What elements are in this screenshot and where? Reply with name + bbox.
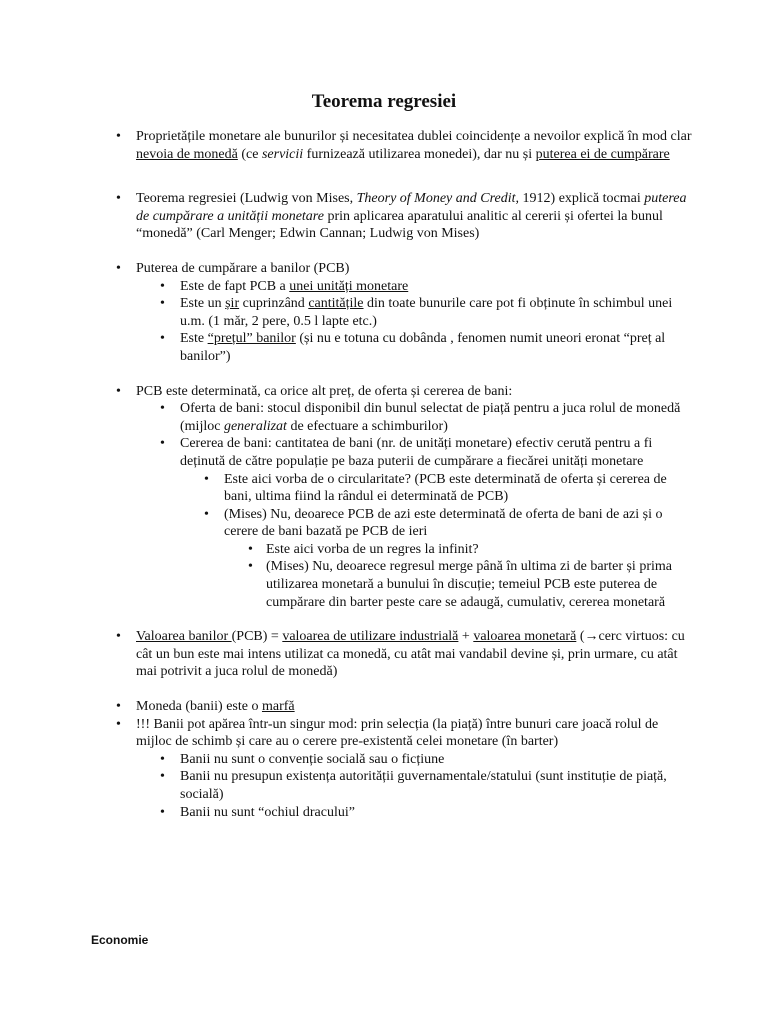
list-item bbox=[156, 400, 692, 435]
list-item bbox=[156, 751, 692, 769]
underlined-text: puterea ei de cumpărare bbox=[535, 146, 670, 162]
document-body bbox=[112, 128, 692, 821]
footer-label: Economie bbox=[91, 933, 149, 947]
italic-text: generalizat bbox=[223, 418, 287, 434]
text-run: (Mises) Nu, deoarece regresul merge până în ultima zi de barter și prima utilizarea monetară a bunului în discuție; temeiul PCB este puterea de cumpărare din barter peste care se adaugă, cumulativ, cererea monetară bbox=[266, 559, 672, 610]
list-item bbox=[156, 768, 692, 803]
text-run: Este de fapt PCB a bbox=[180, 278, 290, 294]
text-run: Moneda (banii) este o bbox=[136, 699, 262, 715]
text-run: (Mises) Nu, deoarece PCB de azi este determinată de oferta de bani de azi și o cerere de bani bazată pe PCB de ieri bbox=[224, 506, 663, 540]
text-run: Banii nu presupun existența autorității guvernamentale/statului (sunt instituție de piață, socială) bbox=[180, 769, 667, 802]
underlined-text: Valoarea banilor bbox=[136, 629, 232, 645]
text-run: cerc virtuos: cu cât un bun este mai intens utilizat ca monedă, cu atât mai vandabil devine și, prin urmare, cu atât mai potrivit a juca rolul de monedă) bbox=[136, 629, 685, 680]
text-run: ( bbox=[576, 629, 585, 645]
sub-list bbox=[224, 541, 692, 611]
text-run: (PCB) = bbox=[231, 629, 283, 645]
text-run: Puterea de cumpărare a banilor (PCB) bbox=[136, 260, 350, 276]
text-run: Teorema regresiei (Ludwig von Mises, bbox=[136, 191, 357, 207]
underlined-text: valoarea monetară bbox=[473, 629, 577, 645]
text-run: Banii nu sunt “ochiul dracului” bbox=[180, 804, 355, 820]
list-item bbox=[112, 716, 692, 822]
text-run: !!! Banii pot apărea într-un singur mod: prin selecția (la piață) între bunuri care joacă rolul de mijloc de schimb și care au o cerere pre-existentă celei monetare (în barter) bbox=[136, 716, 659, 750]
text-run: 1912) explică tocmai bbox=[519, 191, 645, 207]
text-run: Banii nu sunt o convenție socială sau o ficțiune bbox=[180, 751, 445, 767]
text-run: PCB este determinată, ca orice alt preț, de oferta și cererea de bani: bbox=[136, 383, 513, 399]
text-run: Este bbox=[180, 331, 208, 347]
italic-text: puterea de cumpărare a unității monetare bbox=[136, 191, 687, 224]
list-item bbox=[244, 541, 692, 559]
text-run: de efectuare a schimburilor) bbox=[286, 418, 448, 434]
underlined-text: șir bbox=[225, 296, 240, 312]
list-item bbox=[156, 804, 692, 822]
list-item bbox=[156, 295, 692, 330]
list-item bbox=[200, 471, 692, 506]
text-run: Este aici vorba de un regres la infinit? bbox=[266, 541, 479, 557]
list-item bbox=[112, 698, 692, 716]
text-run: + bbox=[458, 629, 474, 645]
list-item bbox=[200, 506, 692, 612]
text-run: Cererea de bani: cantitatea de bani (nr. de unități monetare) efectiv cerută pentru a fi deținută de către populație pe baza puterii de cumpărare a fiecărei unități monetare bbox=[180, 436, 653, 469]
arrow-right-icon: → bbox=[584, 629, 599, 645]
sub-list bbox=[180, 471, 692, 612]
text-run: Oferta de bani: stocul disponibil din bunul selectat de piață pentru a juca rolul de monedă (mijloc bbox=[180, 401, 681, 434]
underlined-text: “prețul” banilor bbox=[207, 331, 296, 347]
text-run: din toate bunurile care pot fi obținute în schimbul unei u.m. (1 măr, 2 pere, 0.5 l lapte etc.) bbox=[180, 296, 673, 329]
main-list bbox=[112, 128, 692, 821]
list-item bbox=[112, 628, 692, 681]
list-item bbox=[112, 260, 692, 366]
text-run: (ce bbox=[237, 146, 262, 162]
italic-text: Theory of Money and Credit, bbox=[356, 191, 520, 207]
italic-text: servicii bbox=[261, 146, 304, 162]
list-item bbox=[156, 435, 692, 611]
list-item bbox=[156, 278, 692, 296]
underlined-text: valoarea de utilizare industrială bbox=[282, 629, 459, 645]
text-run: (și nu e totuna cu dobânda , fenomen numit uneori eronat “preț al banilor”) bbox=[180, 331, 666, 364]
text-run: Proprietățile monetare ale bunurilor și necesitatea dublei coincidențe a nevoilor explică în mod clar bbox=[136, 129, 692, 144]
page-title: Teorema regresiei bbox=[311, 91, 457, 112]
sub-list bbox=[136, 278, 692, 366]
text-run: Este aici vorba de o circularitate? (PCB este determinată de oferta și cererea de bani, ultima fiind la rândul ei determinată de PCB) bbox=[224, 471, 667, 505]
sub-list bbox=[136, 400, 692, 611]
text-run: prin aplicarea aparatului analitic al cererii și ofertei la bunul “monedă” (Carl Menger; Edwin Cannan; Ludwig von Mises) bbox=[136, 208, 663, 242]
text-run: furnizează utilizarea monedei), dar nu și bbox=[303, 146, 536, 162]
text-run: Este un bbox=[180, 296, 226, 312]
list-item bbox=[112, 190, 692, 243]
underlined-text: marfă bbox=[261, 699, 295, 715]
list-item bbox=[244, 558, 692, 611]
sub-list bbox=[136, 751, 692, 821]
underlined-text: cantitățile bbox=[308, 296, 364, 312]
list-item bbox=[112, 383, 692, 612]
text-run: cuprinzând bbox=[239, 296, 309, 312]
list-item bbox=[112, 128, 692, 163]
underlined-text: nevoia de monedă bbox=[136, 146, 238, 162]
list-item bbox=[156, 330, 692, 365]
underlined-text: unei unități monetare bbox=[289, 278, 409, 294]
